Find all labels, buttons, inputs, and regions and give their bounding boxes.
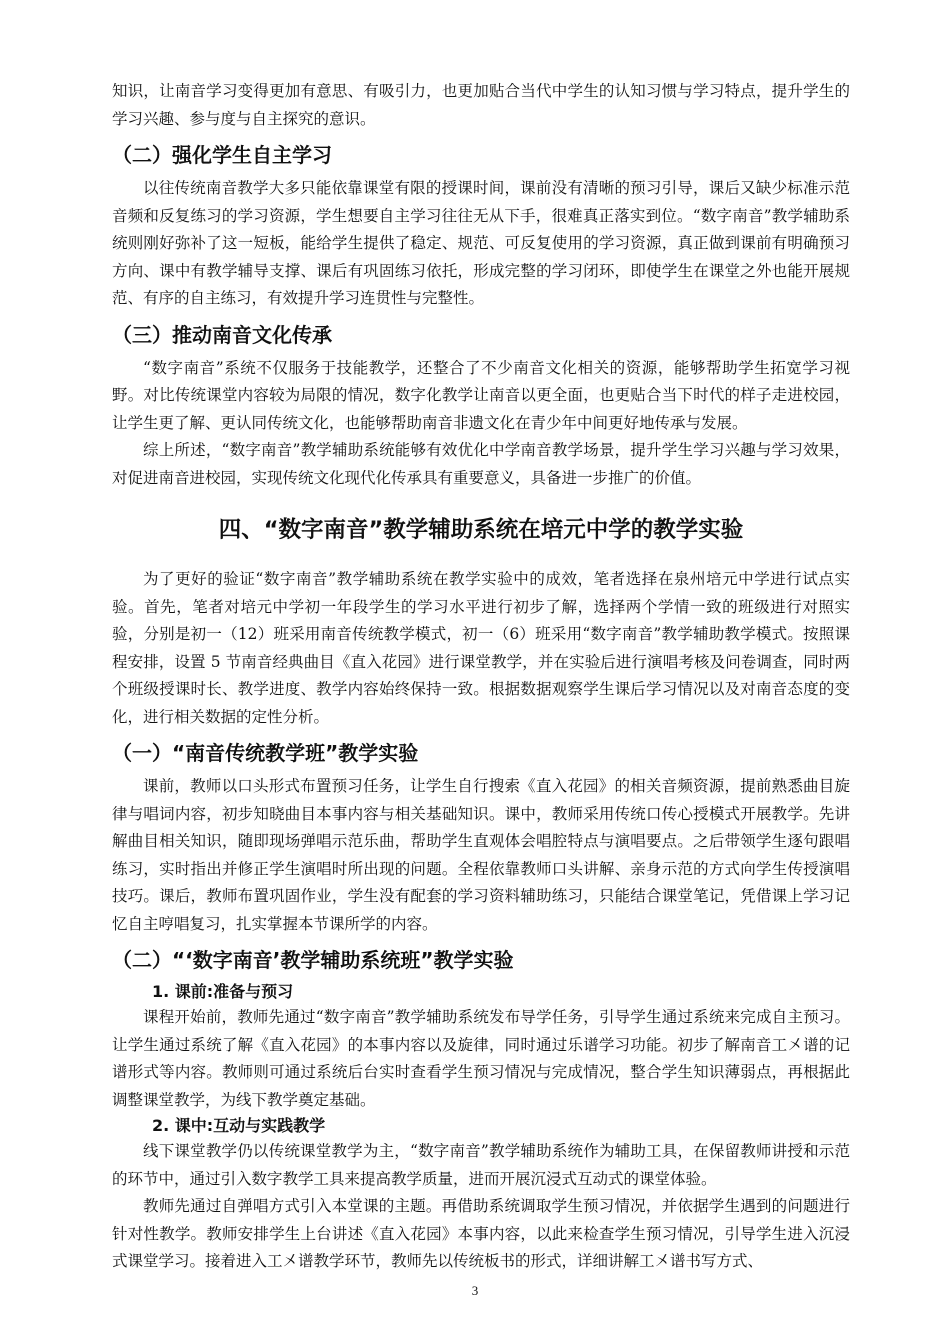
paragraph: 以往传统南音教学大多只能依靠课堂有限的授课时间，课前没有清晰的预习引导，课后又缺少标准示范音频和反复练习的学习资源，学生想要自主学习往往无从下手，很难真正落实到位。“数字南音”教学辅助系统则刚好弥补了这一短板，能给学生提供了稳定、规范、可反复使用的学习资源，真正做到课前有明确预习方向、课中有教学辅导支撑、课后有巩固练习依托，形成完整的学习闭环，即使学生在课堂之外也能开展规范、有序的自主练习，有效提升学习连贯性与完整性。 [112,179,850,307]
paragraph: 综上所述，“数字南音”教学辅助系统能够有效优化中学南音教学场景，提升学生学习兴趣与学习效果，对促进南音进校园，实现传统文化现代化传承具有重要意义，具备进一步推广的价值。 [112,441,850,487]
subsection-heading: 1. 课前:准备与预习 [152,982,294,1001]
section-heading: （二）“‘数字南音’教学辅助系统班”教学实验 [112,948,514,972]
page-number: 3 [471,1283,479,1298]
paragraph: 课前，教师以口头形式布置预习任务，让学生自行搜索《直入花园》的相关音频资源，提前熟悉曲目旋律与唱词内容，初步知晓曲目本事内容与相关基础知识。课中，教师采用传统口传心授模式开展教学。先讲解曲目相关知识，随即现场弹唱示范乐曲，帮助学生直观体会唱腔特点与演唱要点。之后带领学生逐句跟唱练习，实时指出并修正学生演唱时所出现的问题。全程依靠教师口头讲解、亲身示范的方式向学生传授演唱技巧。课后，教师布置巩固作业，学生没有配套的学习资料辅助练习，只能结合课堂笔记，凭借课上学习记忆自主哼唱复习，扎实掌握本节课所学的内容。 [112,777,850,933]
paragraph: 线下课堂教学仍以传统课堂教学为主，“数字南音”教学辅助系统作为辅助工具，在保留教师讲授和示范的环节中，通过引入数字教学工具来提高教学质量，进而开展沉浸式互动式的课堂体验。 [112,1142,850,1188]
subsection-heading: 2. 课中:互动与实践教学 [152,1116,326,1135]
document-body [112,78,850,1276]
paragraph: 为了更好的验证“数字南音”教学辅助系统在教学实验中的成效，笔者选择在泉州培元中学进行试点实验。首先，笔者对培元中学初一年段学生的学习水平进行初步了解，选择两个学情一致的班级进行对照实验，分别是初一（12）班采用南音传统教学模式，初一（6）班采用“数字南音”教学辅助教学模式。按照课程安排，设置 5 节南音经典曲目《直入花园》进行课堂教学，并在实验后进行演唱考核及问卷调查，同时两个班级授课时长、教学进度、教学内容始终保持一致。根据数据观察学生课后学习情况以及对南音态度的变化，进行相关数据的定性分析。 [112,570,850,726]
paragraph: 教师先通过自弹唱方式引入本堂课的主题。再借助系统调取学生预习情况，并依据学生遇到的问题进行针对性教学。教师安排学生上台讲述《直入花园》本事内容，以此来检查学生预习情况，引导学生进入沉浸式课堂学习。接着进入工㐅谱教学环节，教师先以传统板书的形式，详细讲解工㐅谱书写方式、 [112,1197,850,1270]
section-heading: （二）强化学生自主学习 [112,143,332,167]
paragraph: 知识，让南音学习变得更加有意思、有吸引力，也更加贴合当代中学生的认知习惯与学习特点，提升学生的学习兴趣、参与度与自主探究的意识。 [112,82,850,128]
chapter-heading: 四、“数字南音”教学辅助系统在培元中学的教学实验 [218,517,744,543]
section-heading: （三）推动南音文化传承 [112,322,332,347]
paragraph: 课程开始前，教师先通过“数字南音”教学辅助系统发布导学任务，引导学生通过系统来完成自主预习。让学生通过系统了解《直入花园》的本事内容以及旋律，同时通过乐谱学习功能。初步了解南音工㐅谱的记谱形式等内容。教师则可通过系统后台实时查看学生预习情况与完成情况，整合学生知识薄弱点，再根据此调整课堂教学，为线下教学奠定基础。 [112,1008,850,1109]
paragraph: “数字南音”系统不仅服务于技能教学，还整合了不少南音文化相关的资源，能够帮助学生拓宽学习视野。对比传统课堂内容较为局限的情况，数字化教学让南音以更全面，也更贴合当下时代的样子走进校园，让学生更了解、更认同传统文化，也能够帮助南音非遗文化在青少年中间更好地传承与发展。 [112,358,850,432]
section-heading: （一）“南音传统教学班”教学实验 [112,741,419,765]
